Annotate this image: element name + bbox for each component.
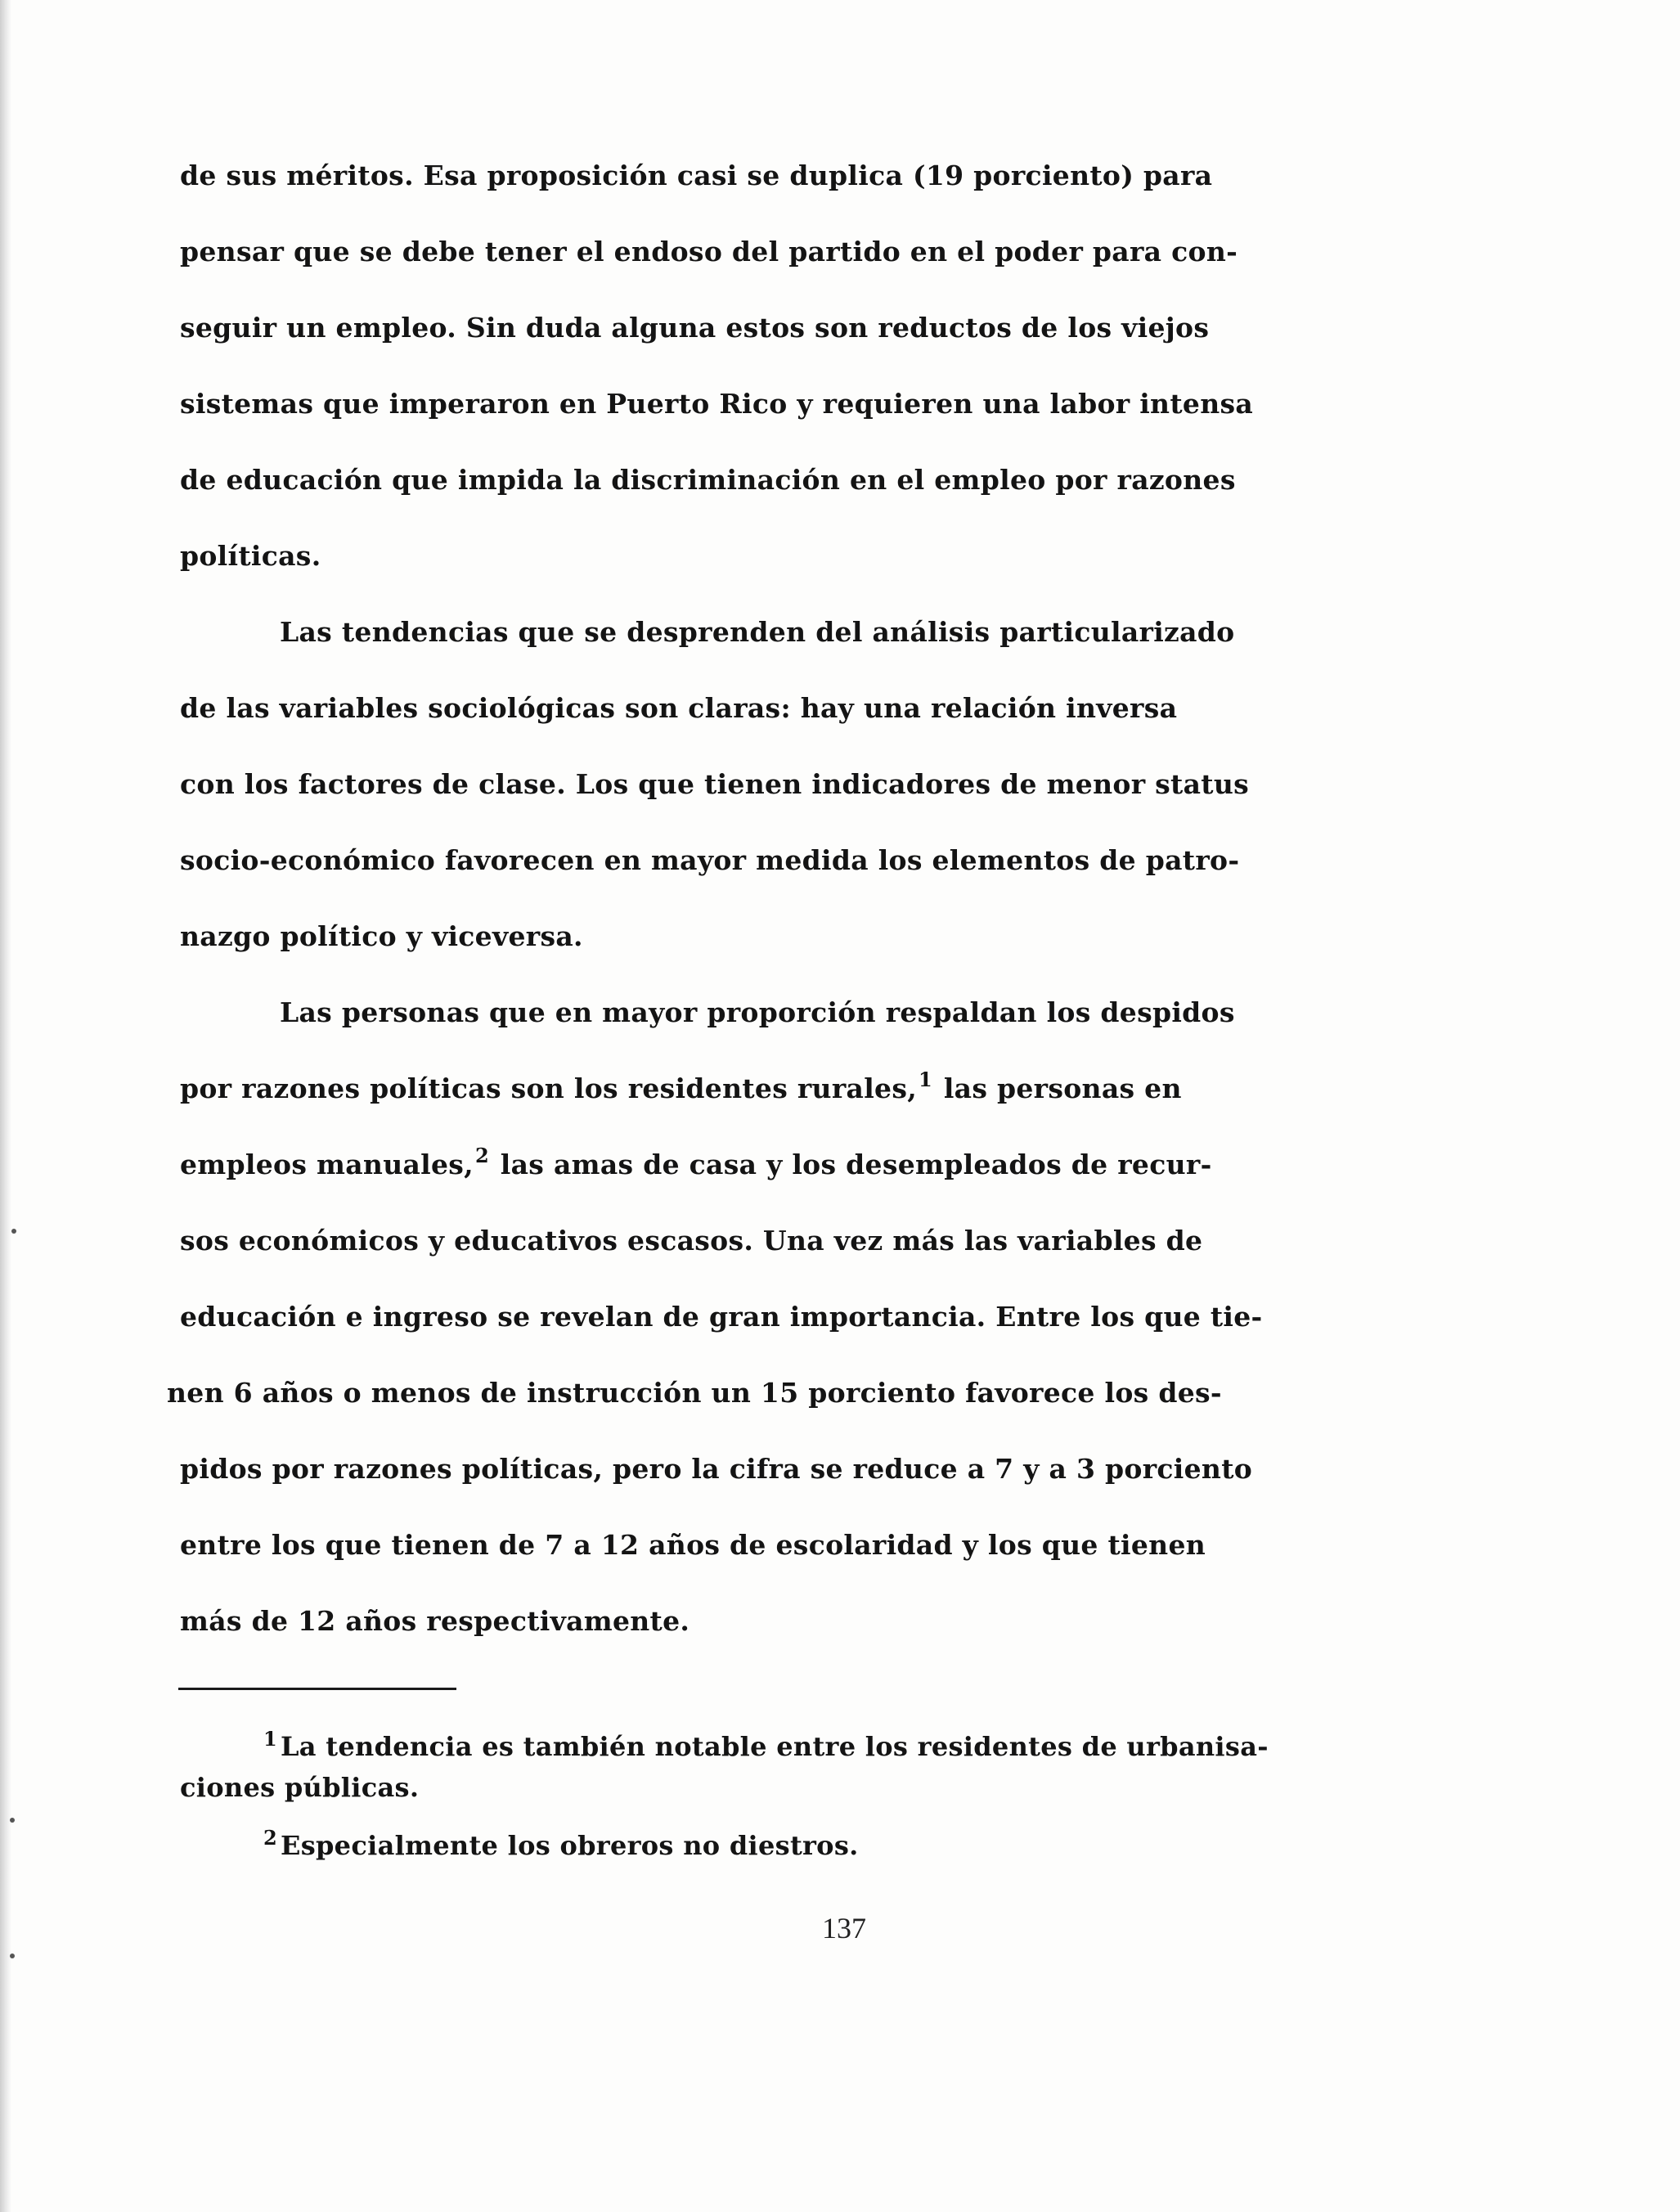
text-segment: por razones políticas son los residentes rurales, [180, 1072, 918, 1104]
text-line: de educación que impida la discriminación en el empleo por razones [180, 464, 1236, 496]
footnote-1-continuation: ciones públicas. [180, 1772, 420, 1803]
text-line: entre los que tienen de 7 a 12 años de escolaridad y los que tienen [180, 1529, 1206, 1561]
text-segment: empleos manuales, [180, 1149, 474, 1180]
text-line: sos económicos y educativos escasos. Una vez más las variables de [180, 1225, 1203, 1257]
text-line: nazgo político y viceversa. [180, 920, 583, 952]
text-line: pensar que se debe tener el endoso del partido en el poder para con- [180, 236, 1238, 268]
text-line: de sus méritos. Esa proposición casi se duplica (19 porciento) para [180, 160, 1213, 191]
footnote-marker: 2 [263, 1826, 277, 1850]
text-line: Las tendencias que se desprenden del análisis particularizado [280, 616, 1235, 648]
footnote-2 [263, 1826, 859, 1864]
text-line: seguir un empleo. Sin duda alguna estos son reductos de los viejos [180, 312, 1210, 344]
text-line: sistemas que imperaron en Puerto Rico y requieren una labor intensa [180, 388, 1254, 420]
text-line [180, 1068, 1182, 1108]
text-line: nen 6 años o menos de instrucción un 15 porciento favorece los des- [167, 1377, 1222, 1409]
text-line: políticas. [180, 540, 321, 572]
text-line: con los factores de clase. Los que tienen indicadores de menor status [180, 768, 1249, 800]
text-line [180, 1144, 1212, 1184]
text-line: pidos por razones políticas, pero la cifra se reduce a 7 y a 3 porciento [180, 1453, 1253, 1485]
footnote-text: La tendencia es también notable entre los residentes de urbanisa- [281, 1731, 1269, 1762]
scan-speck [10, 1818, 15, 1823]
scan-speck [11, 1229, 16, 1234]
text-segment: las amas de casa y los desempleados de recur- [500, 1149, 1212, 1180]
scan-page-edge [0, 0, 11, 2212]
footnote-1 [263, 1727, 1269, 1765]
text-line: socio-económico favorecen en mayor medida los elementos de patro- [180, 844, 1240, 876]
footnote-text: Especialmente los obreros no diestros. [281, 1830, 859, 1861]
text-line: de las variables sociológicas son claras: hay una relación inversa [180, 692, 1178, 724]
text-segment: las personas en [943, 1072, 1182, 1104]
page-number: 137 [822, 1912, 866, 1944]
text-line: Las personas que en mayor proporción respaldan los despidos [280, 996, 1235, 1028]
text-line: más de 12 años respectivamente. [180, 1605, 690, 1637]
footnote-separator [178, 1688, 456, 1690]
scan-speck [10, 1953, 15, 1958]
footnote-marker: 2 [474, 1144, 489, 1167]
text-line: educación e ingreso se revelan de gran importancia. Entre los que tie- [180, 1301, 1263, 1333]
footnote-marker: 1 [919, 1068, 933, 1091]
footnote-marker: 1 [263, 1727, 277, 1751]
